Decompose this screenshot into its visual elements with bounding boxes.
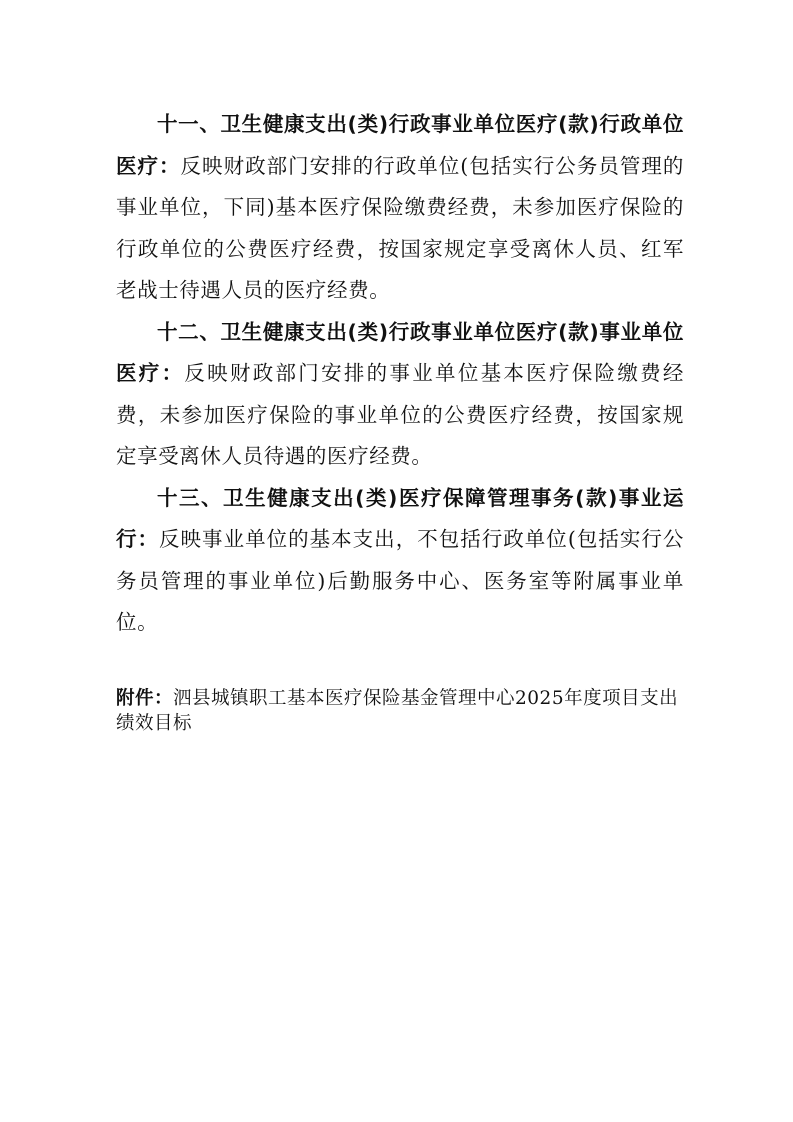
section-13 bbox=[116, 478, 684, 644]
section-13-heading: 十三、卫生健康支出(类)医疗保障管理事务(款)事业运行： bbox=[116, 485, 684, 551]
section-11 bbox=[116, 104, 684, 312]
section-12-body: 反映财政部门安排的事业单位基本医疗保险缴费经费，未参加医疗保险的事业单位的公费医疗经费，按国家规定享受离休人员待遇的医疗经费。 bbox=[116, 361, 684, 468]
section-11-body: 反映财政部门安排的行政单位(包括实行公务员管理的事业单位，下同)基本医疗保险缴费经费，未参加医疗保险的行政单位的公费医疗经费，按国家规定享受离休人员、红军老战士待遇人员的医疗经费。 bbox=[116, 153, 684, 302]
section-12 bbox=[116, 312, 684, 478]
section-13-body: 反映事业单位的基本支出，不包括行政单位(包括实行公务员管理的事业单位)后勤服务中心、医务室等附属事业单位。 bbox=[116, 527, 684, 634]
attachment-text: 泗县城镇职工基本医疗保险基金管理中心2025年度项目支出绩效目标 bbox=[116, 687, 679, 734]
section-11-heading: 十一、卫生健康支出(类)行政事业单位医疗(款)行政单位医疗： bbox=[116, 112, 684, 178]
attachment-label: 附件： bbox=[116, 687, 174, 709]
document-content bbox=[116, 104, 684, 736]
section-12-heading: 十二、卫生健康支出(类)行政事业单位医疗(款)事业单位医疗： bbox=[116, 319, 684, 385]
attachment bbox=[116, 686, 684, 736]
